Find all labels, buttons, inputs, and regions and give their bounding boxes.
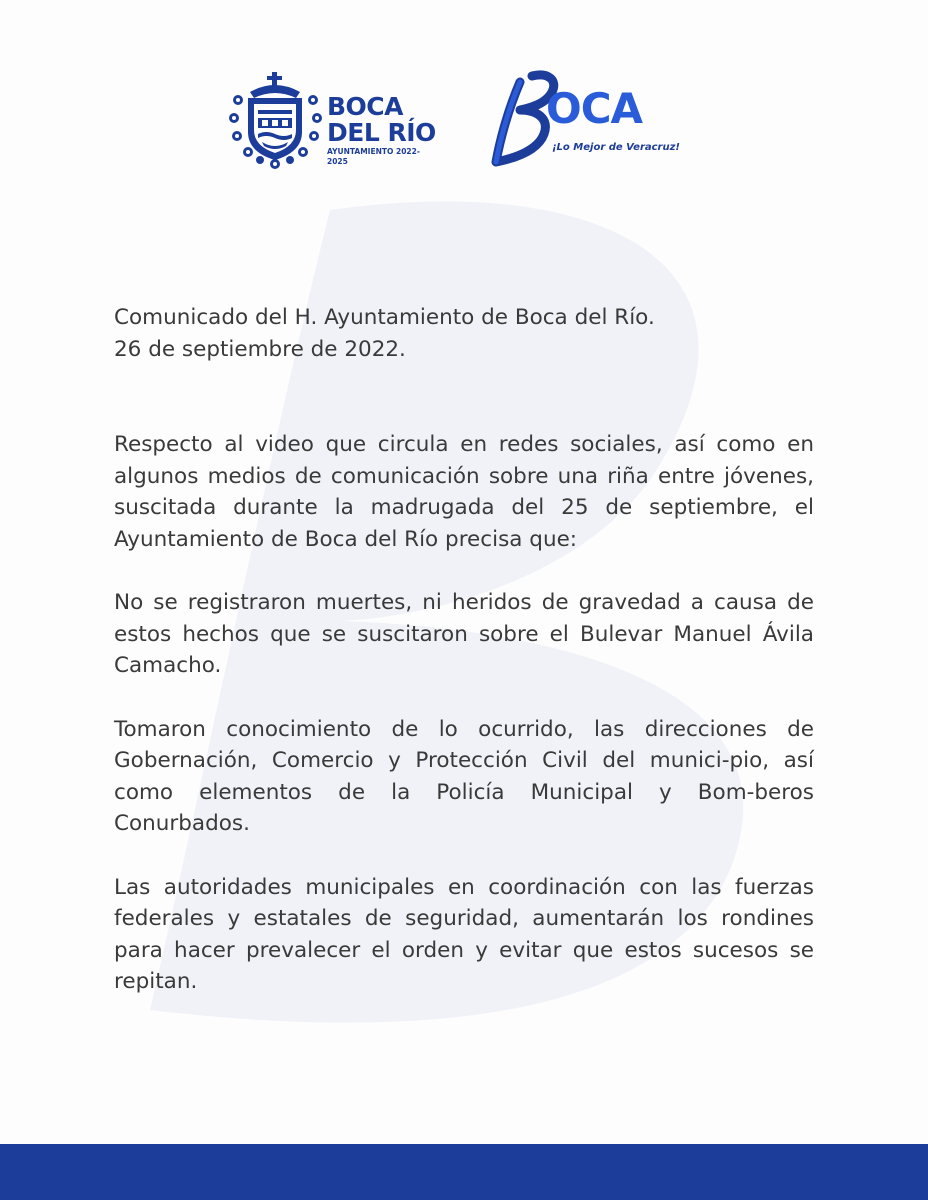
press-release-body [114, 302, 814, 998]
municipal-shield-icon [228, 70, 323, 170]
municipal-logo [228, 70, 438, 170]
release-date: 26 de septiembre de 2022. [114, 336, 406, 362]
release-title: Comunicado del H. Ayuntamiento de Boca del Río. [114, 305, 655, 330]
paragraph-3: Tomaron conocimiento de lo ocurrido, las direcciones de Gobernación, Comercio y Protección Civil del munici-pio, así como elementos de la Policía Municipal y Bom-beros Conurbados. [114, 716, 814, 836]
municipal-wordmark [327, 94, 438, 167]
municipal-name-line2: DEL RÍO [327, 118, 436, 147]
header-logos [228, 70, 708, 175]
municipal-term: AYUNTAMIENTO 2022-2025 [327, 147, 420, 166]
release-header [114, 302, 814, 365]
brand-wordmark: OCA [546, 84, 643, 133]
boca-brand-logo [486, 70, 701, 172]
paragraph-1: Respecto al video que circula en redes sociales, así como en algunos medios de comunicación sobre una riña entre jóvenes, suscitada durante la madrugada del 25 de septiembre, el Ayuntamiento de Boca del Río precisa que: [114, 432, 814, 552]
paragraph-4: Las autoridades municipales en coordinación con las fuerzas federales y estatales de seguridad, aumentarán los rondines para hacer prevalecer el orden y evitar que estos sucesos se repitan. [114, 874, 814, 994]
paragraph-2: No se registraron muertes, ni heridos de gravedad a causa de estos hechos que se suscitaron sobre el Bulevar Manuel Ávila Camacho. [114, 590, 814, 678]
footer-bar [0, 1144, 928, 1200]
brand-tagline: ¡Lo Mejor de Veracruz! [552, 142, 680, 153]
municipal-name-line1: BOCA [327, 92, 404, 121]
